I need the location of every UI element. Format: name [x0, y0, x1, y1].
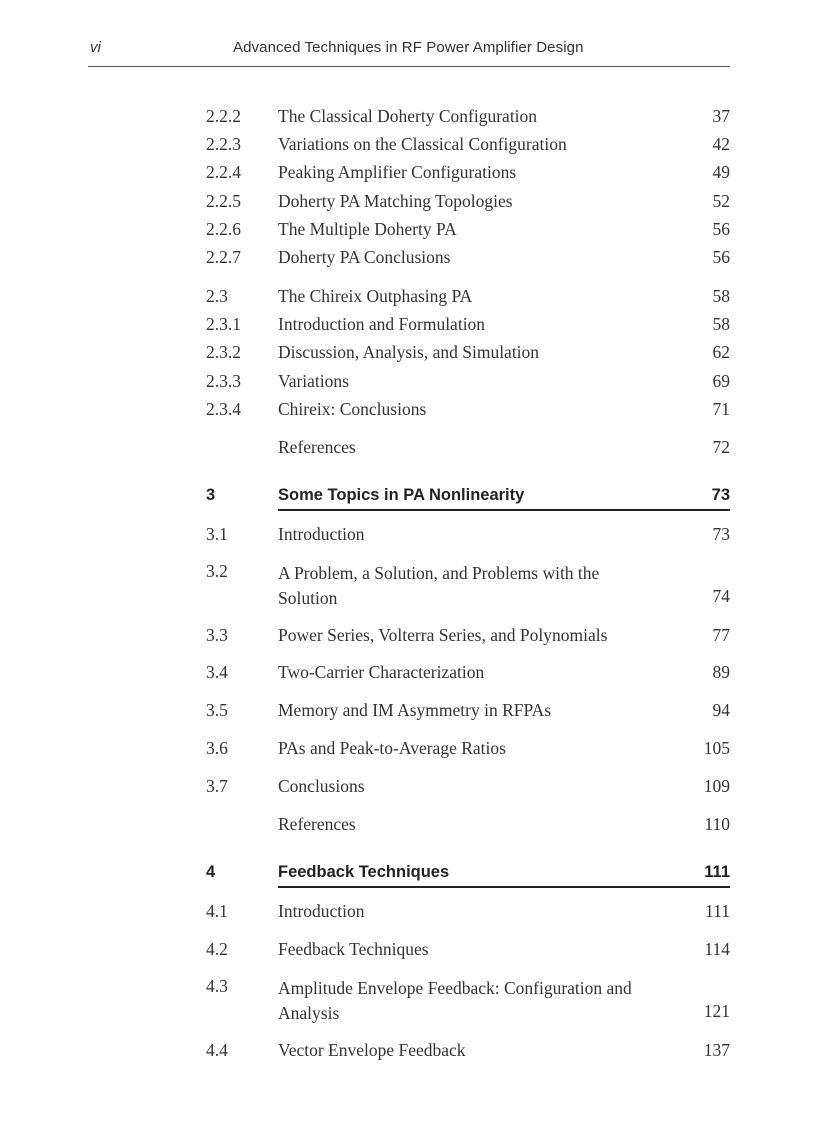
toc-entry-page: 73	[712, 524, 730, 544]
running-title: Advanced Techniques in RF Power Amplifier Design	[233, 39, 584, 56]
toc-entry-title: Peaking Amplifier Configurations	[278, 162, 517, 182]
toc-entry[interactable]	[206, 106, 730, 128]
toc-entry[interactable]	[206, 939, 730, 961]
toc-entry-number: 3.6	[206, 738, 228, 758]
toc-entry-number: 3.7	[206, 776, 228, 796]
toc-entry-number: 2.2.5	[206, 191, 241, 211]
toc-entry-title: Doherty PA Matching Topologies	[278, 191, 513, 211]
toc-entry-title: Chireix: Conclusions	[278, 399, 427, 419]
toc-entry[interactable]	[206, 371, 730, 393]
chapter-page: 73	[711, 486, 730, 504]
toc-entry[interactable]	[206, 662, 730, 684]
toc-entry-title: Memory and IM Asymmetry in RFPAs	[278, 700, 552, 720]
toc-entry-page: 74	[712, 586, 730, 606]
toc-entry-number: 2.3.1	[206, 314, 241, 334]
toc-entry[interactable]	[206, 191, 730, 213]
toc-entry-page: 69	[712, 371, 730, 391]
toc-entry-number: 2.2.7	[206, 247, 241, 267]
toc-entry-number: 2.3.2	[206, 342, 241, 362]
toc-entry-title: Variations	[278, 371, 349, 391]
chapter-title: Feedback Techniques	[278, 863, 450, 881]
toc-entry-page: 111	[705, 901, 730, 921]
toc-entry[interactable]	[206, 342, 730, 364]
toc-entry-title: Conclusions	[278, 776, 365, 796]
toc-entry-page: 42	[712, 134, 730, 154]
toc-entry[interactable]	[206, 524, 730, 546]
toc-entry-page: 121	[703, 1001, 730, 1021]
page-folio: vi	[90, 39, 101, 56]
table-of-contents	[206, 0, 730, 1123]
toc-entry-title: Introduction	[278, 524, 365, 544]
toc-entry-number: 2.3.4	[206, 399, 241, 419]
toc-entry-title-line2: Analysis	[278, 1003, 340, 1023]
toc-entry-page: 52	[712, 191, 730, 211]
toc-entry-page: 49	[712, 162, 730, 182]
toc-entry-number: 2.2.4	[206, 162, 241, 182]
toc-entry-page: 56	[712, 219, 730, 239]
toc-entry-page: 109	[703, 776, 730, 796]
toc-entry[interactable]	[206, 219, 730, 241]
toc-entry-title-line2: Solution	[278, 588, 338, 608]
toc-entry-page: 105	[703, 738, 730, 758]
chapter-number: 3	[206, 486, 216, 504]
toc-entry[interactable]	[206, 901, 730, 923]
toc-entry-title-line1: A Problem, a Solution, and Problems with the	[278, 563, 600, 583]
chapter-title: Some Topics in PA Nonlinearity	[278, 486, 525, 504]
toc-entry-title: Introduction and Formulation	[278, 314, 486, 334]
toc-entry-number: 3.3	[206, 625, 228, 645]
toc-entry-title: References	[278, 814, 356, 834]
toc-references[interactable]	[206, 437, 730, 459]
toc-entry-title	[278, 976, 632, 1026]
toc-entry-title: Discussion, Analysis, and Simulation	[278, 342, 540, 362]
toc-entry-page: 77	[712, 625, 730, 645]
toc-entry-number: 3.2	[206, 561, 228, 581]
toc-entry-title: Vector Envelope Feedback	[278, 1040, 466, 1060]
toc-entry-page: 71	[712, 399, 730, 419]
toc-entry-title: Introduction	[278, 901, 365, 921]
toc-entry-number: 2.3	[206, 286, 228, 306]
toc-entry[interactable]	[206, 162, 730, 184]
toc-entry[interactable]	[206, 738, 730, 760]
toc-entry[interactable]	[206, 561, 730, 609]
toc-entry-title	[278, 561, 599, 611]
toc-entry-title: The Chireix Outphasing PA	[278, 286, 473, 306]
toc-entry-number: 2.3.3	[206, 371, 241, 391]
toc-entry[interactable]	[206, 700, 730, 722]
chapter-rule	[278, 886, 730, 888]
toc-entry-title: The Multiple Doherty PA	[278, 219, 457, 239]
toc-entry-title: Doherty PA Conclusions	[278, 247, 451, 267]
toc-entry-title: Two-Carrier Characterization	[278, 662, 485, 682]
toc-entry-number: 2.2.6	[206, 219, 241, 239]
toc-entry-title: Power Series, Volterra Series, and Polynomials	[278, 625, 608, 645]
toc-entry-page: 58	[712, 286, 730, 306]
toc-entry-page: 89	[712, 662, 730, 682]
toc-entry-number: 4.4	[206, 1040, 228, 1060]
toc-entry[interactable]	[206, 286, 730, 308]
toc-entry[interactable]	[206, 976, 730, 1024]
toc-entry-number: 3.1	[206, 524, 228, 544]
toc-entry-page: 137	[703, 1040, 730, 1060]
toc-entry[interactable]	[206, 776, 730, 798]
toc-entry[interactable]	[206, 625, 730, 647]
chapter-heading[interactable]	[206, 485, 730, 509]
toc-entry-page: 72	[712, 437, 730, 457]
chapter-heading[interactable]	[206, 862, 730, 886]
chapter-rule	[278, 509, 730, 511]
toc-entry-title: References	[278, 437, 356, 457]
toc-entry-number: 2.2.3	[206, 134, 241, 154]
toc-entry-number: 4.2	[206, 939, 228, 959]
toc-entry-page: 37	[712, 106, 730, 126]
toc-entry-title: Feedback Techniques	[278, 939, 429, 959]
toc-entry-title: Variations on the Classical Configuration	[278, 134, 567, 154]
toc-entry-number: 4.3	[206, 976, 228, 996]
chapter-number: 4	[206, 863, 216, 881]
toc-entry-title: PAs and Peak-to-Average Ratios	[278, 738, 506, 758]
toc-references[interactable]	[206, 814, 730, 836]
toc-entry-title: The Classical Doherty Configuration	[278, 106, 538, 126]
chapter-page: 111	[704, 863, 730, 881]
toc-entry-page: 110	[704, 814, 730, 834]
toc-entry-number: 3.4	[206, 662, 228, 682]
toc-entry-number: 4.1	[206, 901, 228, 921]
toc-entry[interactable]	[206, 314, 730, 336]
toc-entry-title-line1: Amplitude Envelope Feedback: Configuration and	[278, 978, 632, 998]
toc-entry-page: 58	[712, 314, 730, 334]
toc-entry[interactable]	[206, 134, 730, 156]
toc-entry-page: 114	[704, 939, 730, 959]
toc-entry-page: 94	[712, 700, 730, 720]
toc-entry[interactable]	[206, 247, 730, 269]
toc-entry[interactable]	[206, 399, 730, 421]
toc-entry-page: 56	[712, 247, 730, 267]
toc-entry-page: 62	[712, 342, 730, 362]
toc-entry-number: 2.2.2	[206, 106, 241, 126]
toc-entry-number: 3.5	[206, 700, 228, 720]
toc-entry[interactable]	[206, 1040, 730, 1062]
